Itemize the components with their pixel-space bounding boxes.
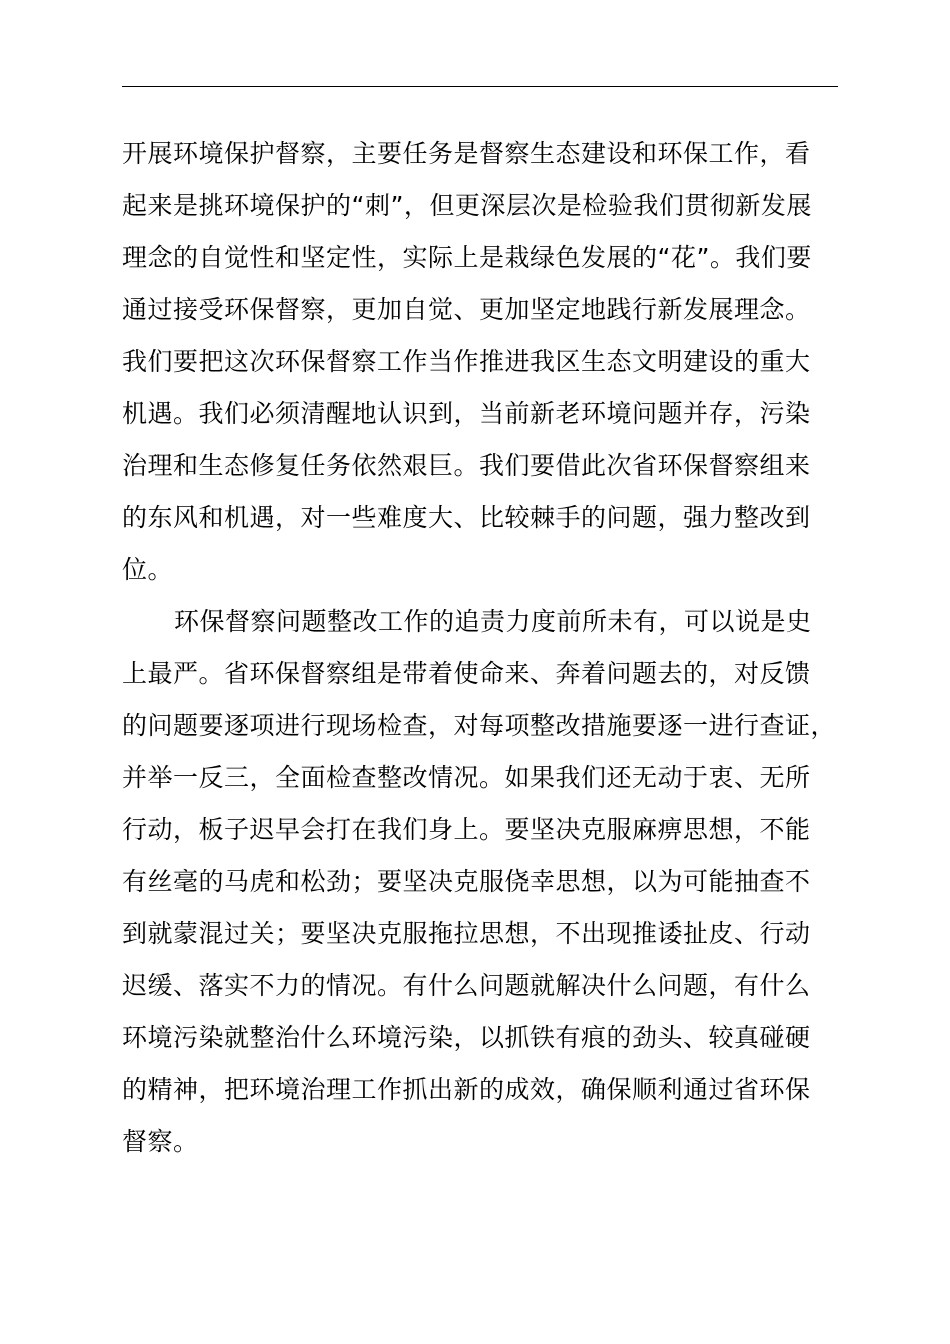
- text-line: 的问题要逐项进行现场检查，对每项整改措施要逐一进行查证，: [122, 711, 837, 740]
- text-line: 的东风和机遇，对一些难度大、比较棘手的问题，强力整改到: [122, 503, 811, 532]
- text-line: 我们要把这次环保督察工作当作推进我区生态文明建设的重大: [122, 347, 811, 376]
- text-line: 上最严。省环保督察组是带着使命来、奔着问题去的，对反馈: [122, 659, 811, 688]
- text-line: 督察。: [122, 1127, 199, 1156]
- text-line: 治理和生态修复任务依然艰巨。我们要借此次省环保督察组来: [122, 451, 811, 480]
- paragraph-start-line: 环保督察问题整改工作的追责力度前所未有，可以说是史: [174, 607, 812, 636]
- text-line: 位。: [122, 555, 174, 584]
- text-line: 理念的自觉性和坚定性，实际上是栽绿色发展的“花”。我们要: [122, 243, 812, 272]
- text-line: 的精神，把环境治理工作抓出新的成效，确保顺利通过省环保: [122, 1075, 811, 1104]
- text-line: 行动，板子迟早会打在我们身上。要坚决克服麻痹思想，不能: [122, 815, 811, 844]
- body-text: [122, 128, 862, 1168]
- text-line: 有丝毫的马虎和松劲；要坚决克服侥幸思想，以为可能抽查不: [122, 867, 811, 896]
- text-line: 机遇。我们必须清醒地认识到，当前新老环境问题并存，污染: [122, 399, 811, 428]
- header-rule: [122, 86, 838, 87]
- text-line: 并举一反三，全面检查整改情况。如果我们还无动于衷、无所: [122, 763, 811, 792]
- text-line: 迟缓、落实不力的情况。有什么问题就解决什么问题，有什么: [122, 971, 811, 1000]
- text-line: 起来是挑环境保护的“刺”，但更深层次是检验我们贯彻新发展: [122, 191, 812, 220]
- text-line: 开展环境保护督察，主要任务是督察生态建设和环保工作，看: [122, 139, 811, 168]
- text-line: 到就蒙混过关；要坚决克服拖拉思想，不出现推诿扯皮、行动: [122, 919, 811, 948]
- text-line: 通过接受环保督察，更加自觉、更加坚定地践行新发展理念。: [122, 295, 811, 324]
- text-line: 环境污染就整治什么环境污染，以抓铁有痕的劲头、较真碰硬: [122, 1023, 811, 1052]
